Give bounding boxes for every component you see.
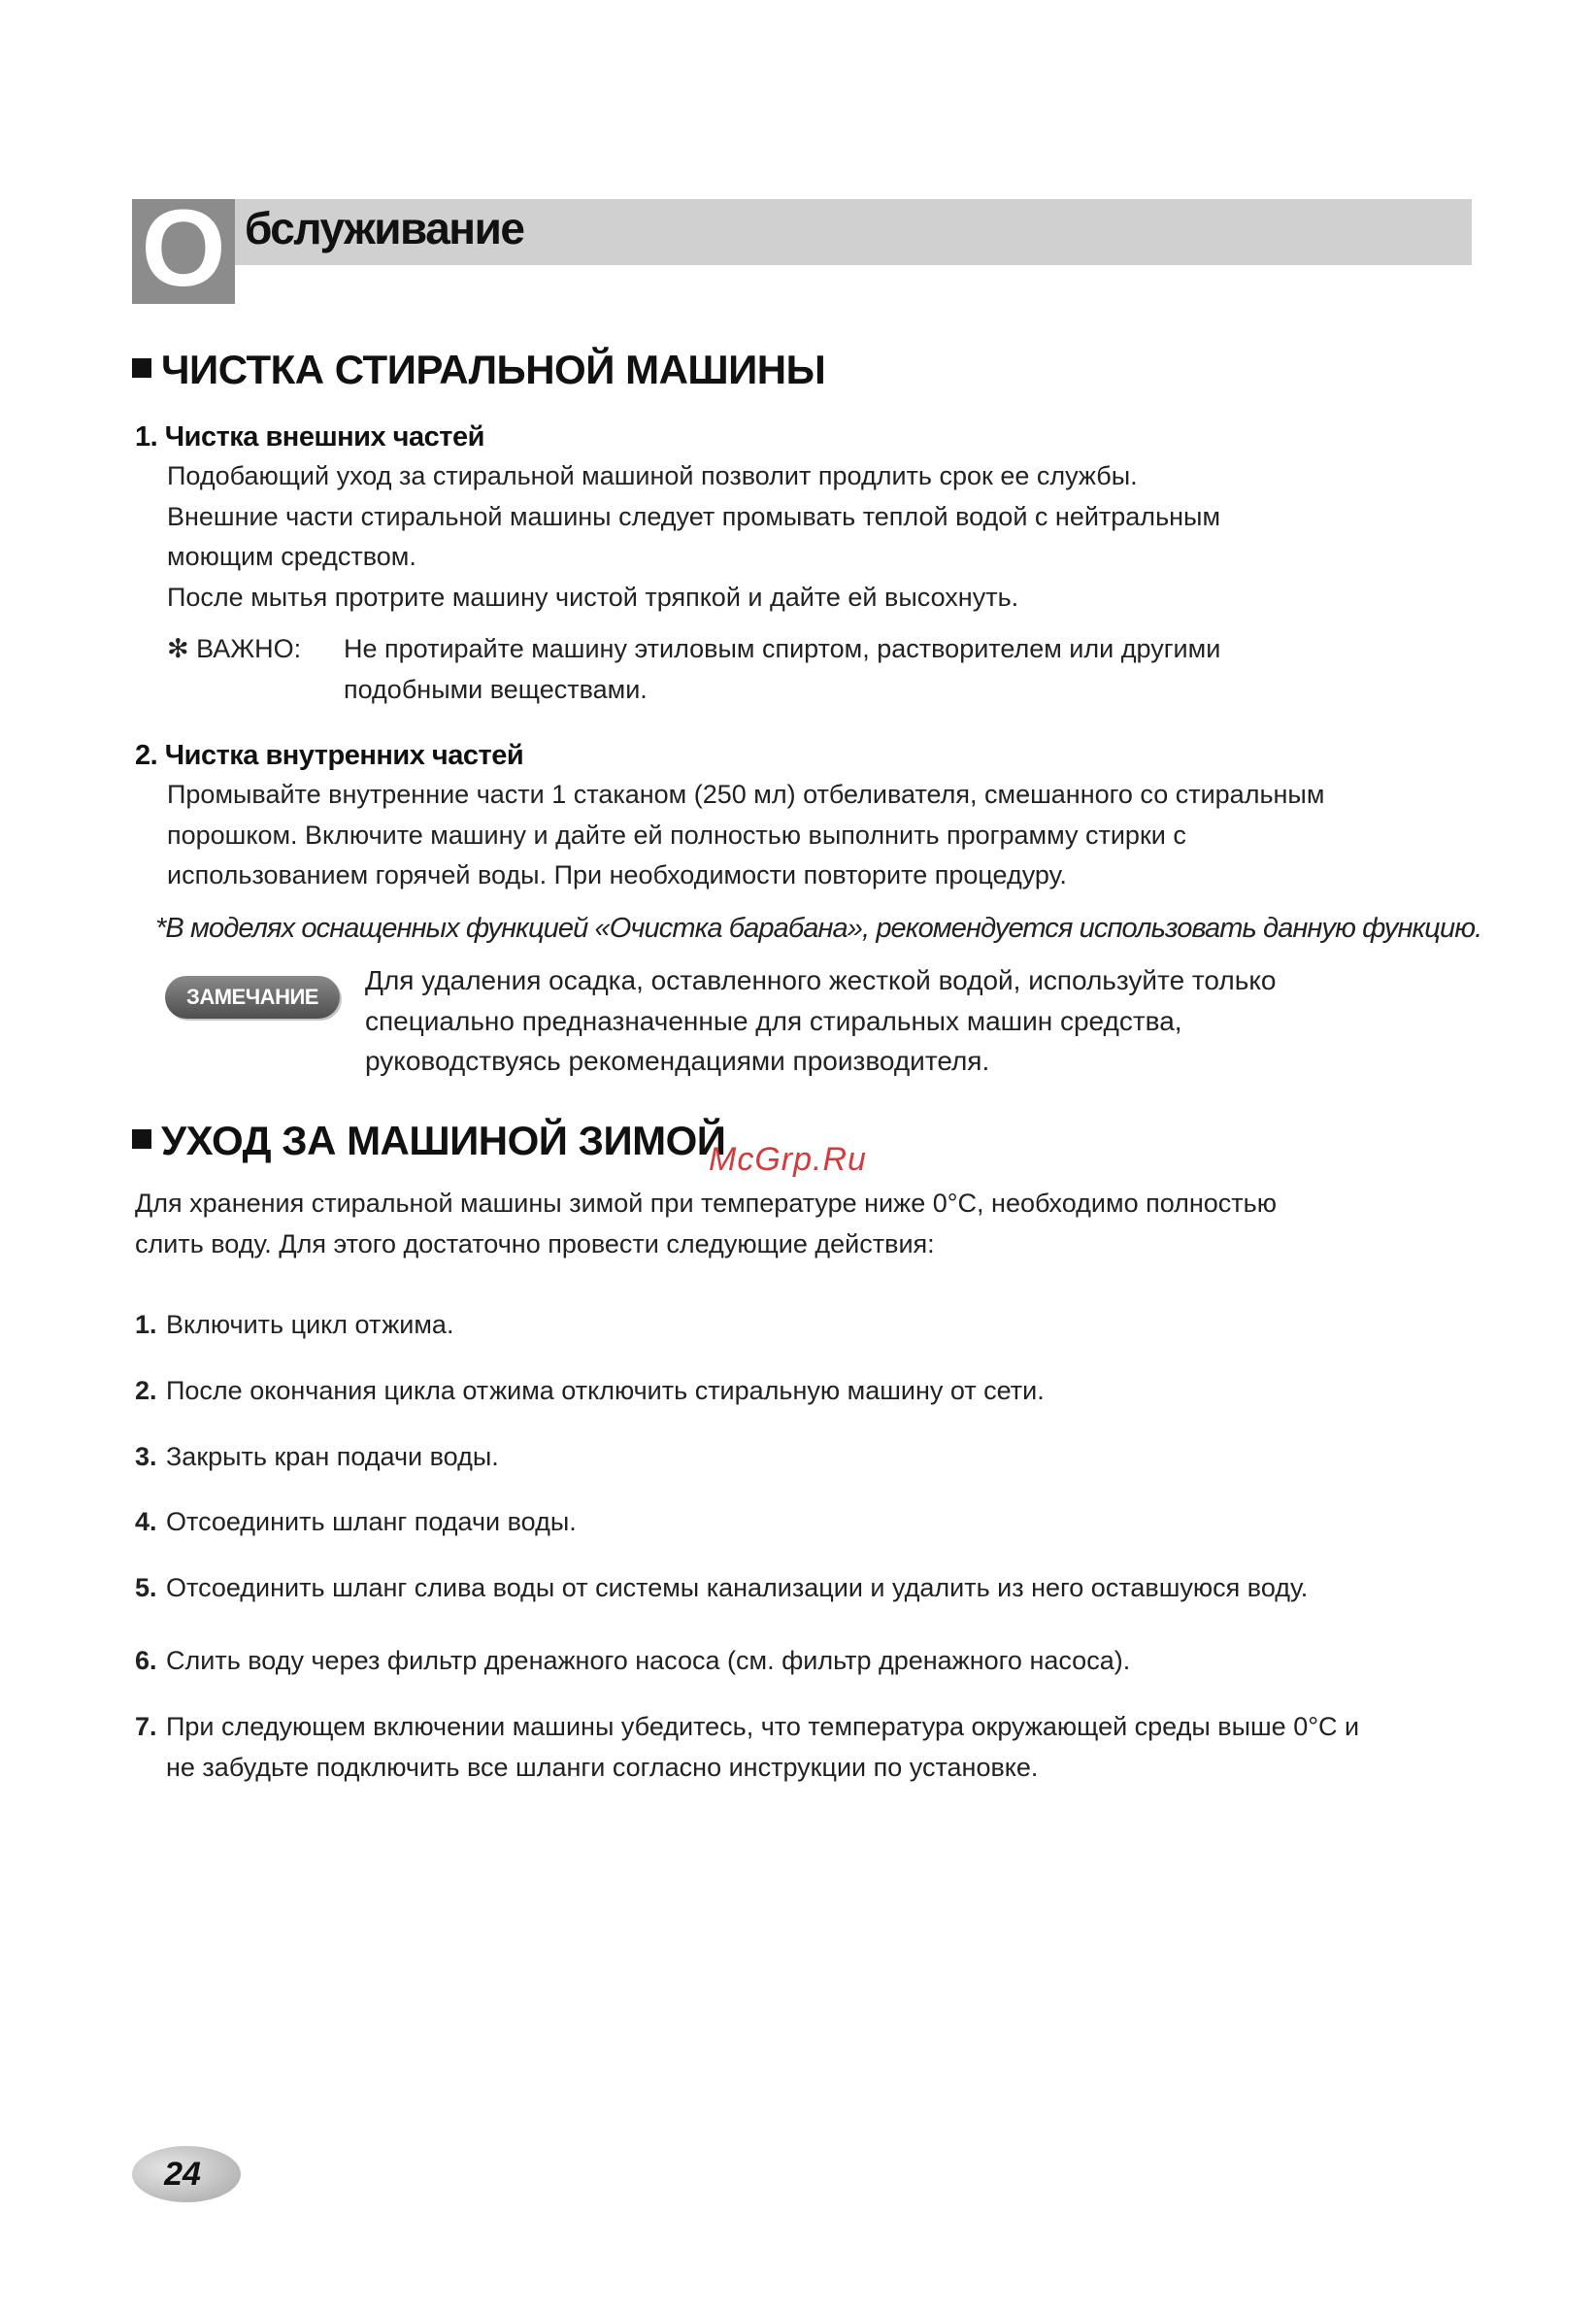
page-number-badge <box>132 2146 241 2202</box>
step-number: 5. <box>135 1573 157 1602</box>
step-number: 7. <box>135 1712 157 1741</box>
important-line: Не протирайте машину этиловым спиртом, растворителем или другими <box>344 634 1221 663</box>
paragraph-line: слить воду. Для этого достаточно провести следующие действия: <box>135 1228 935 1258</box>
list-item <box>135 1567 1465 1608</box>
note-text <box>365 960 1462 1082</box>
section-title-cleaning <box>132 344 825 396</box>
step-text: После окончания цикла отжима отключить стиральную машину от сети. <box>166 1376 1045 1405</box>
paragraph-line: моющим средством. <box>167 542 416 571</box>
section-title-text: ЧИСТКА СТИРАЛЬНОЙ МАШИНЫ <box>161 347 826 392</box>
important-notice <box>167 629 1468 710</box>
paragraph-line: После мытья протрите машину чистой тряпкой и дайте ей высохнуть. <box>167 582 1019 612</box>
list-item <box>135 1436 1465 1477</box>
paragraph-line: Для хранения стиральной машины зимой при температуре ниже 0°C, необходимо полностью <box>135 1189 1277 1218</box>
subheading-external: 1. Чистка внешних частей <box>135 421 484 453</box>
watermark: McGrp.Ru <box>709 1141 867 1178</box>
step-text: Включить цикл отжима. <box>166 1310 454 1339</box>
step-number: 1. <box>135 1310 157 1339</box>
paragraph-line: Промывайте внутренние части 1 стаканом (250 мл) отбеливателя, смешанного со стиральным <box>167 780 1325 809</box>
section-title-winter <box>132 1115 725 1167</box>
section-title-text: УХОД ЗА МАШИНОЙ ЗИМОЙ <box>161 1118 726 1163</box>
note-line: руководствуясь рекомендациями производителя. <box>365 1046 990 1076</box>
note-line: специально предназначенные для стиральных машин средства, <box>365 1005 1182 1036</box>
step-text: Отсоединить шланг слива воды от системы канализации и удалить из него оставшуюся воду. <box>166 1573 1309 1602</box>
square-bullet-icon <box>132 1129 151 1149</box>
square-bullet-icon <box>132 358 151 378</box>
drum-clean-note: *В моделях оснащенных функцией «Очистка барабана», рекомендуется использовать данную функцию. <box>155 913 1482 944</box>
page-number: 24 <box>164 2156 201 2193</box>
header-initial-letter: О <box>141 187 226 309</box>
step-number: 3. <box>135 1442 157 1471</box>
list-item <box>135 1370 1465 1411</box>
important-label: ✻ ВАЖНО: <box>167 634 302 663</box>
list-item <box>135 1706 1465 1788</box>
step-text: Отсоединить шланг подачи воды. <box>166 1507 577 1536</box>
step-number: 4. <box>135 1507 157 1536</box>
internal-paragraph <box>167 775 1487 896</box>
external-paragraph <box>167 456 1468 618</box>
note-badge: ЗАМЕЧАНИЕ <box>165 976 340 1019</box>
paragraph-line: Внешние части стиральной машины следует промывать теплой водой с нейтральным <box>167 501 1221 531</box>
paragraph-line: Подобающий уход за стиральной машиной позволит продлить срок ее службы. <box>167 461 1138 490</box>
note-line: Для удаления осадка, оставленного жесткой водой, используйте только <box>365 965 1277 995</box>
list-item <box>135 1640 1465 1681</box>
subheading-internal: 2. Чистка внутренних частей <box>135 740 524 771</box>
step-text: Слить воду через фильтр дренажного насоса (см. фильтр дренажного насоса). <box>166 1646 1131 1675</box>
important-line: подобными веществами. <box>344 674 648 704</box>
list-item <box>135 1304 1465 1345</box>
step-text: не забудьте подключить все шланги согласно инструкции по установке. <box>166 1753 1039 1782</box>
paragraph-line: порошком. Включите машину и дайте ей полностью выполнить программу стирки с <box>167 820 1186 850</box>
step-text: При следующем включении машины убедитесь, что температура окружающей среды выше 0°C и <box>166 1712 1360 1741</box>
step-number: 6. <box>135 1646 157 1675</box>
list-item <box>135 1501 1465 1542</box>
paragraph-line: использованием горячей воды. При необходимости повторите процедуру. <box>167 860 1067 889</box>
header-title: бслуживание <box>245 203 524 253</box>
step-number: 2. <box>135 1376 157 1405</box>
winter-intro <box>135 1184 1475 1264</box>
step-text: Закрыть кран подачи воды. <box>166 1442 499 1471</box>
